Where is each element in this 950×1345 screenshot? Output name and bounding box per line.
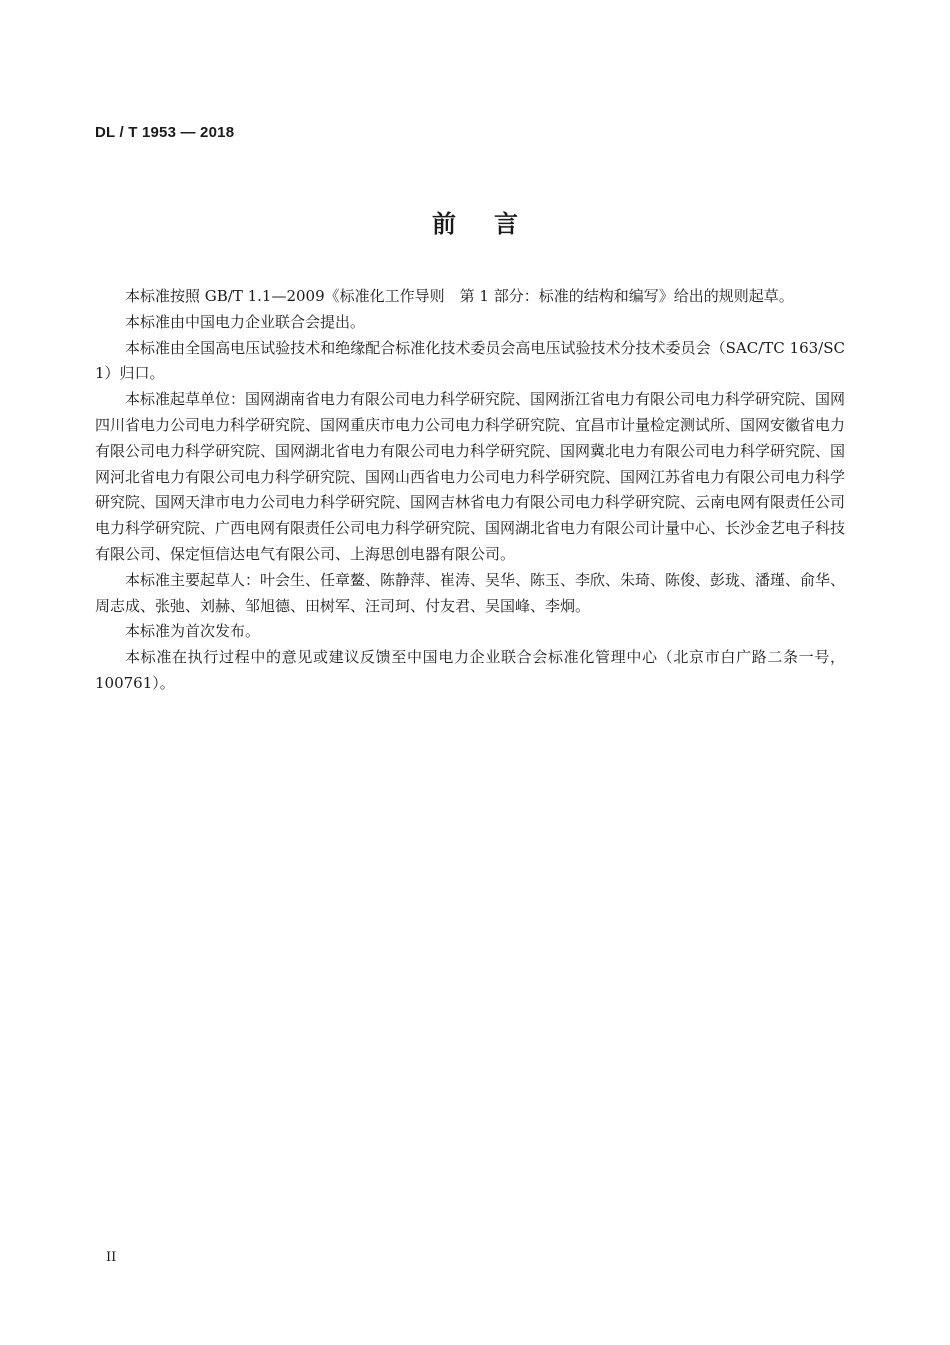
paragraph-drafting-units: 本标准起草单位：国网湖南省电力有限公司电力科学研究院、国网浙江省电力有限公司电力科学研究院、国网四川省电力公司电力科学研究院、国网重庆市电力公司电力科学研究院、宜昌市计量检定测试所、国网安徽省电力有限公司电力科学研究院、国网湖北省电力有限公司电力科学研究院、国网冀北电力有限公司电力科学研究院、国网河北省电力有限公司电力科学研究院、国网山西省电力公司电力科学研究院、国网江苏省电力有限公司电力科学研究院、国网天津市电力公司电力科学研究院、国网吉林省电力有限公司电力科学研究院、云南电网有限责任公司电力科学研究院、广西电网有限责任公司电力科学研究院、国网湖北省电力有限公司计量中心、长沙金艺电子科技有限公司、保定恒信达电气有限公司、上海思创电器有限公司。 — [95, 390, 846, 563]
document-code: DL / T 1953 — 2018 — [95, 124, 235, 141]
foreword-body — [95, 284, 845, 697]
paragraph-drafting-rules: 本标准按照 GB/T 1.1—2009《标准化工作导则 第 1 部分：标准的结构和编写》给出的规则起草。 — [125, 287, 794, 305]
paragraph-first-release: 本标准为首次发布。 — [125, 622, 261, 641]
paragraph-feedback: 本标准在执行过程中的意见或建议反馈至中国电力企业联合会标准化管理中心（北京市白广路二条一号，100761）。 — [95, 648, 845, 692]
section-title-foreword: 前言 — [432, 210, 556, 238]
page-number: II — [106, 1250, 117, 1265]
paragraph-technical-committee: 本标准由全国高电压试验技术和绝缘配合标准化技术委员会高电压试验技术分技术委员会（SAC/TC 163/SC 1）归口。 — [95, 338, 845, 383]
paragraph-main-drafters: 本标准主要起草人：叶会生、任章鳌、陈静萍、崔涛、吴华、陈玉、李欣、朱琦、陈俊、彭珑、潘瑾、俞华、周志成、张弛、刘赫、邹旭德、田树军、汪司珂、付友君、吴国峰、李炯。 — [95, 570, 846, 615]
paragraph-proposed-by: 本标准由中国电力企业联合会提出。 — [125, 312, 366, 331]
